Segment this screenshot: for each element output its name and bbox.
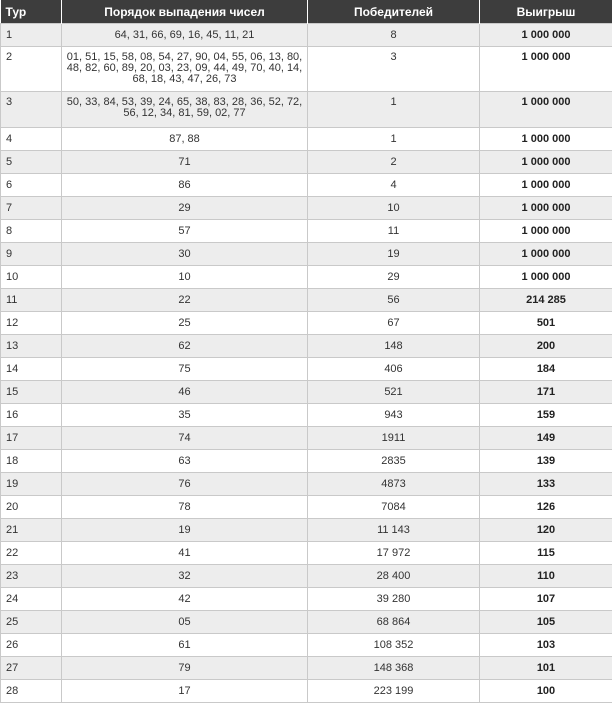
table-row — [1, 588, 612, 611]
cell-prize: 214 285 — [480, 289, 612, 312]
table-header — [1, 0, 612, 24]
cell-prize: 107 — [480, 588, 612, 611]
cell-numbers: 41 — [62, 542, 308, 565]
table-row — [1, 197, 612, 220]
cell-tour: 18 — [1, 450, 62, 473]
cell-winners: 406 — [308, 358, 480, 381]
cell-tour: 17 — [1, 427, 62, 450]
cell-prize: 1 000 000 — [480, 24, 612, 47]
cell-tour: 11 — [1, 289, 62, 312]
cell-winners: 56 — [308, 289, 480, 312]
cell-winners: 148 368 — [308, 657, 480, 680]
cell-tour: 14 — [1, 358, 62, 381]
cell-winners: 8 — [308, 24, 480, 47]
table-row — [1, 266, 612, 289]
cell-prize: 200 — [480, 335, 612, 358]
table-body — [1, 24, 612, 703]
cell-prize: 105 — [480, 611, 612, 634]
cell-tour: 19 — [1, 473, 62, 496]
cell-winners: 11 — [308, 220, 480, 243]
cell-winners: 68 864 — [308, 611, 480, 634]
cell-winners: 1911 — [308, 427, 480, 450]
cell-prize: 1 000 000 — [480, 92, 612, 128]
cell-numbers: 50, 33, 84, 53, 39, 24, 65, 38, 83, 28, 36, 52, 72, 56, 12, 34, 81, 59, 02, 77 — [62, 92, 308, 128]
header-tour: Тур — [1, 0, 62, 24]
cell-prize: 101 — [480, 657, 612, 680]
cell-tour: 3 — [1, 92, 62, 128]
table-row — [1, 381, 612, 404]
cell-prize: 115 — [480, 542, 612, 565]
cell-tour: 13 — [1, 335, 62, 358]
table-row — [1, 151, 612, 174]
cell-numbers: 35 — [62, 404, 308, 427]
table-row — [1, 47, 612, 92]
cell-winners: 7084 — [308, 496, 480, 519]
cell-tour: 16 — [1, 404, 62, 427]
cell-winners: 2 — [308, 151, 480, 174]
cell-winners: 148 — [308, 335, 480, 358]
cell-winners: 223 199 — [308, 680, 480, 703]
header-numbers: Порядок выпадения чисел — [62, 0, 308, 24]
cell-tour: 6 — [1, 174, 62, 197]
cell-tour: 4 — [1, 128, 62, 151]
cell-prize: 110 — [480, 565, 612, 588]
cell-tour: 2 — [1, 47, 62, 92]
cell-numbers: 86 — [62, 174, 308, 197]
cell-numbers: 17 — [62, 680, 308, 703]
cell-winners: 2835 — [308, 450, 480, 473]
cell-numbers: 01, 51, 15, 58, 08, 54, 27, 90, 04, 55, 06, 13, 80, 48, 82, 60, 89, 20, 03, 23, 09, 44, 49, 70, 40, 14, 68, 18, 43, 47, 26, 73 — [62, 47, 308, 92]
table-row — [1, 634, 612, 657]
cell-prize: 1 000 000 — [480, 151, 612, 174]
table-row — [1, 496, 612, 519]
cell-numbers: 22 — [62, 289, 308, 312]
cell-numbers: 62 — [62, 335, 308, 358]
table-row — [1, 312, 612, 335]
cell-numbers: 79 — [62, 657, 308, 680]
cell-numbers: 64, 31, 66, 69, 16, 45, 11, 21 — [62, 24, 308, 47]
cell-tour: 27 — [1, 657, 62, 680]
cell-numbers: 61 — [62, 634, 308, 657]
cell-prize: 171 — [480, 381, 612, 404]
cell-tour: 20 — [1, 496, 62, 519]
cell-numbers: 46 — [62, 381, 308, 404]
cell-winners: 11 143 — [308, 519, 480, 542]
cell-winners: 943 — [308, 404, 480, 427]
cell-numbers: 76 — [62, 473, 308, 496]
cell-numbers: 25 — [62, 312, 308, 335]
cell-tour: 8 — [1, 220, 62, 243]
table-row — [1, 611, 612, 634]
cell-prize: 100 — [480, 680, 612, 703]
cell-winners: 10 — [308, 197, 480, 220]
cell-tour: 7 — [1, 197, 62, 220]
table-row — [1, 243, 612, 266]
cell-prize: 184 — [480, 358, 612, 381]
table-row — [1, 174, 612, 197]
cell-prize: 1 000 000 — [480, 220, 612, 243]
table-row — [1, 289, 612, 312]
cell-prize: 120 — [480, 519, 612, 542]
table-row — [1, 335, 612, 358]
cell-winners: 39 280 — [308, 588, 480, 611]
cell-prize: 149 — [480, 427, 612, 450]
cell-tour: 9 — [1, 243, 62, 266]
cell-tour: 28 — [1, 680, 62, 703]
cell-winners: 108 352 — [308, 634, 480, 657]
cell-prize: 1 000 000 — [480, 266, 612, 289]
cell-numbers: 57 — [62, 220, 308, 243]
cell-prize: 126 — [480, 496, 612, 519]
cell-tour: 25 — [1, 611, 62, 634]
cell-winners: 521 — [308, 381, 480, 404]
cell-tour: 26 — [1, 634, 62, 657]
cell-tour: 12 — [1, 312, 62, 335]
table-row — [1, 220, 612, 243]
table-row — [1, 657, 612, 680]
cell-numbers: 78 — [62, 496, 308, 519]
cell-winners: 4 — [308, 174, 480, 197]
cell-winners: 1 — [308, 92, 480, 128]
cell-winners: 67 — [308, 312, 480, 335]
header-winners: Победителей — [308, 0, 480, 24]
table-row — [1, 358, 612, 381]
table-row — [1, 404, 612, 427]
cell-prize: 1 000 000 — [480, 243, 612, 266]
cell-tour: 23 — [1, 565, 62, 588]
cell-numbers: 32 — [62, 565, 308, 588]
header-prize: Выигрыш — [480, 0, 612, 24]
cell-winners: 1 — [308, 128, 480, 151]
table-row — [1, 427, 612, 450]
cell-prize: 159 — [480, 404, 612, 427]
table-row — [1, 450, 612, 473]
cell-tour: 5 — [1, 151, 62, 174]
cell-prize: 501 — [480, 312, 612, 335]
cell-numbers: 87, 88 — [62, 128, 308, 151]
cell-numbers: 42 — [62, 588, 308, 611]
cell-tour: 10 — [1, 266, 62, 289]
cell-numbers: 30 — [62, 243, 308, 266]
table-row — [1, 542, 612, 565]
cell-numbers: 19 — [62, 519, 308, 542]
table-row — [1, 680, 612, 703]
table-row — [1, 565, 612, 588]
table-row — [1, 92, 612, 128]
cell-winners: 3 — [308, 47, 480, 92]
cell-tour: 21 — [1, 519, 62, 542]
table-row — [1, 24, 612, 47]
cell-numbers: 71 — [62, 151, 308, 174]
cell-prize: 1 000 000 — [480, 197, 612, 220]
cell-prize: 1 000 000 — [480, 128, 612, 151]
table-row — [1, 473, 612, 496]
cell-winners: 19 — [308, 243, 480, 266]
cell-numbers: 75 — [62, 358, 308, 381]
table-row — [1, 519, 612, 542]
cell-tour: 24 — [1, 588, 62, 611]
table-row — [1, 128, 612, 151]
cell-tour: 22 — [1, 542, 62, 565]
cell-tour: 15 — [1, 381, 62, 404]
cell-prize: 139 — [480, 450, 612, 473]
cell-prize: 103 — [480, 634, 612, 657]
cell-numbers: 05 — [62, 611, 308, 634]
cell-tour: 1 — [1, 24, 62, 47]
cell-winners: 29 — [308, 266, 480, 289]
cell-prize: 1 000 000 — [480, 47, 612, 92]
cell-prize: 1 000 000 — [480, 174, 612, 197]
cell-winners: 28 400 — [308, 565, 480, 588]
cell-numbers: 29 — [62, 197, 308, 220]
cell-winners: 4873 — [308, 473, 480, 496]
cell-numbers: 63 — [62, 450, 308, 473]
cell-numbers: 74 — [62, 427, 308, 450]
cell-winners: 17 972 — [308, 542, 480, 565]
cell-prize: 133 — [480, 473, 612, 496]
cell-numbers: 10 — [62, 266, 308, 289]
